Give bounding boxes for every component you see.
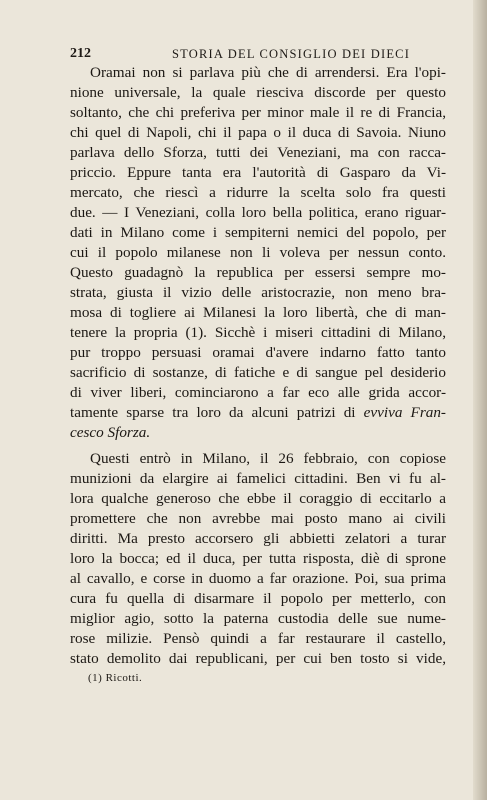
text-line bbox=[70, 423, 446, 443]
text-line: soltanto, che chi preferiva per minor male il re di Francia, bbox=[70, 104, 446, 121]
text-segment: tamente sparse tra loro da alcuni patrizi di bbox=[70, 404, 364, 421]
page-number: 212 bbox=[70, 46, 91, 61]
paragraph-1 bbox=[70, 63, 446, 443]
text-line: munizioni da elargire ai famelici cittadini. Ben vi fu al- bbox=[70, 470, 446, 487]
text-line: di viver liberi, cominciarono a far eco alle grida accor- bbox=[70, 384, 446, 401]
text-line: lora qualche generoso che ebbe il coraggio di eccitarlo a bbox=[70, 490, 446, 507]
text-line: strata, giusta il vizio delle aristocrazie, non meno bra- bbox=[70, 284, 446, 301]
text-line: mosa di togliere ai Milanesi la loro libertà, che di man- bbox=[70, 304, 446, 321]
paragraph-2 bbox=[70, 449, 446, 669]
text-line: parlava dello Sforza, tutti dei Veneziani, ma con racca- bbox=[70, 144, 446, 161]
text-line: stato demolito dai republicani, per cui ben tosto si vide, bbox=[70, 650, 446, 667]
text-line: mercato, che riescì a ridurre la scelta solo fra questi bbox=[70, 184, 446, 201]
body-text bbox=[70, 63, 446, 669]
text-line: nione universale, la quale riesciva discorde per questo bbox=[70, 84, 446, 101]
text-line: chi quel di Napoli, chi il papa o il duca di Savoia. Niuno bbox=[70, 124, 446, 141]
page-edge-shadow bbox=[473, 0, 487, 800]
text-line: loro la bocca; ed il duca, per tutta risposta, diè di sprone bbox=[70, 550, 446, 567]
text-line: Questo guadagnò la republica per essersi sempre mo- bbox=[70, 264, 446, 281]
text-line: cui il popolo milanese non li voleva per nessun conto. bbox=[70, 244, 446, 261]
text-line: sacrificio di sostanze, di fatiche e di sangue pel desiderio bbox=[70, 364, 446, 381]
running-head: STORIA DEL CONSIGLIO DEI DIECI bbox=[172, 47, 411, 61]
text-line: al cavallo, e corse in duomo a far orazione. Poi, sua prima bbox=[70, 570, 446, 587]
text-line: diritti. Ma presto accorsero gli abbietti zelatori a turar bbox=[70, 530, 446, 547]
text-line: miglior agio, sotto la paterna custodia delle sue nume- bbox=[70, 610, 446, 627]
text-line: due. — I Veneziani, colla loro bella politica, erano riguar- bbox=[70, 204, 446, 221]
text-line: promettere che non avrebbe mai posto mano ai civili bbox=[70, 510, 446, 527]
text-line: cura fu quella di disarmare il popolo per metterlo, con bbox=[70, 590, 446, 607]
text-line: Oramai non si parlava più che di arrendersi. Era l'opi- bbox=[90, 64, 446, 81]
text-line: Questi entrò in Milano, il 26 febbraio, con copiose bbox=[90, 450, 446, 467]
italic-phrase: cesco Sforza. bbox=[70, 424, 151, 441]
text-line: dati in Milano come i sempiterni nemici del popolo, per bbox=[70, 224, 446, 241]
text-line: tenere la propria (1). Sicchè i miseri cittadini di Milano, bbox=[70, 324, 446, 341]
text-line: priccio. Eppure tanta era l'autorità di Gasparo da Vi- bbox=[70, 164, 446, 181]
italic-phrase: evviva Fran- bbox=[363, 404, 446, 421]
text-line: rose milizie. Pensò quindi a far restaurare il castello, bbox=[70, 630, 446, 647]
page-header bbox=[70, 46, 470, 64]
footnote: (1) Ricotti. bbox=[88, 672, 143, 684]
text-line-with-italic bbox=[70, 403, 446, 423]
text-line: pur troppo persuasi oramai d'avere indarno fatto tanto bbox=[70, 344, 446, 361]
